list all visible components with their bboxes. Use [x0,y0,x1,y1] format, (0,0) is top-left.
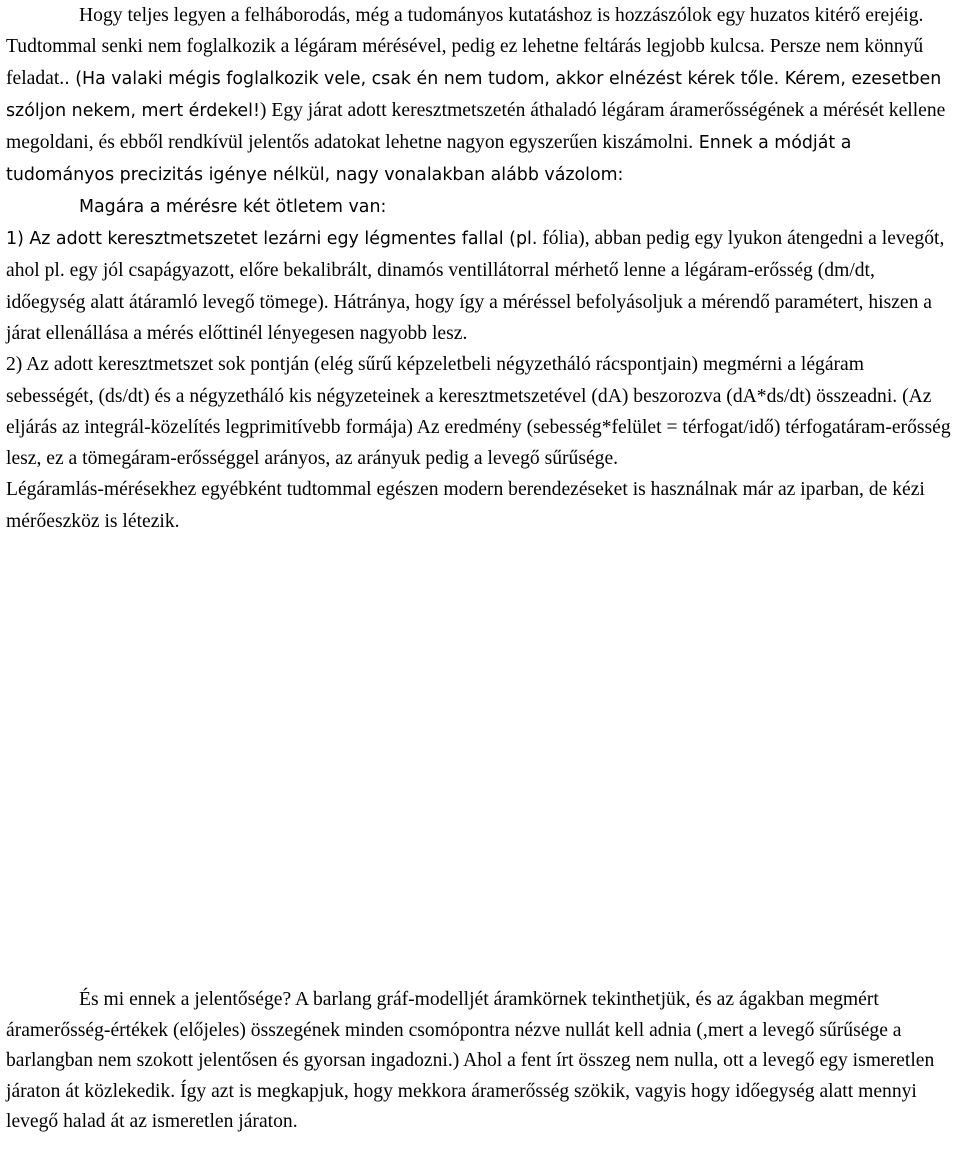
intro-sentence-3: ) Egy járat adott keresztmetszetén áthaladó légáram áramerősségének a mérését kellene megoldani, és ebből rendkívül jelentős adatokat lehetne nagyon egyszerűen kiszámolni. [6,99,946,154]
industry-paragraph: Légáramlás-mérésekhez egyébként tudtommal egészen modern berendezéseket is használnak már az iparban, de kézi mérőeszköz is létezik. [6,479,925,532]
method-1-part-2: fólia), abban pedig egy lyukon átengedni a levegőt, ahol pl. [6,228,945,282]
method-1-paragraph [6,223,954,349]
intro-paragraph [6,0,954,192]
method-2-paragraph: 2) Az adott keresztmetszet sok pontján (elég sűrű képzeletbeli négyzetháló rácspontjain) megmérni a légáram sebességét, (ds/dt) és a négyzetháló kis négyzeteinek a keresztmetszetével (dA) beszorozva (dA*ds/dt) összeadni. (Az eljárás az integrál-közelítés legprimitívebb formája) Az eredmény (sebesség*felület = térfogat/idő) térfogatáram-erősség lesz, ez a tömegáram-erősséggel arányos, az arányuk pedig a levegő sűrűsége. [6,354,951,470]
intro-sentence-4: Ennek a módját a tudományos precizitás igénye nélkül, nagy vonalakban alább vázolom: [6,133,852,186]
document-page [6,0,954,537]
significance-paragraph: És mi ennek a jelentősége? A barlang gráf-modelljét áramkörnek tekinthetjük, és az ágakban megmért áramerősség-értékek (előjeles) összegének minden csomópontra nézve nullát kell adnia (,mert a levegő sűrűsége a barlangban nem szokott jelentősen és gyorsan ingadozni.) Ahol a fent írt összeg nem nulla, ott a levegő egy ismeretlen járaton át közlekedik. Így azt is megkapjuk, hogy mekkora áramerősség szökik, vagyis hogy időegység alatt mennyi levegő halad át az ismeretlen járaton. [6,989,935,1133]
significance-section [6,985,954,1138]
intro-sentence-1: Hogy teljes legyen a felháborodás, még a tudományos kutatáshoz is hozzászólok egy huzatos kitérő erejéig. Tudtommal senki nem foglalkozik a légáram mérésével, pedig ez lehetne feltárás legjobb kulcsa. Persze nem könnyű feladat. [6,5,924,89]
ideas-intro: Magára a mérésre két ötletem van: [79,196,387,217]
intro-sentence-2: . (Ha valaki mégis foglalkozik vele, csak én nem tudom, akkor elnézést kérek tőle. Kérem, ezesetben szóljon nekem, mert érdekel! [6,68,942,121]
method-1-part-1: 1) Az adott keresztmetszetet lezárni egy légmentes fallal (pl. [6,229,538,250]
method-1-part-3: egy jól csapágyazott, előre bekalibrált, dinamós ventillátorral mérhető lenne a légáram-erősség (dm/dt, időegység alatt átáramló levegő tömege). Hátránya, hogy így a méréssel befolyásoljuk a mérendő paramétert, hiszen a járat ellenállása a mérés előttinél lényegesen nagyobb lesz. [6,260,932,344]
